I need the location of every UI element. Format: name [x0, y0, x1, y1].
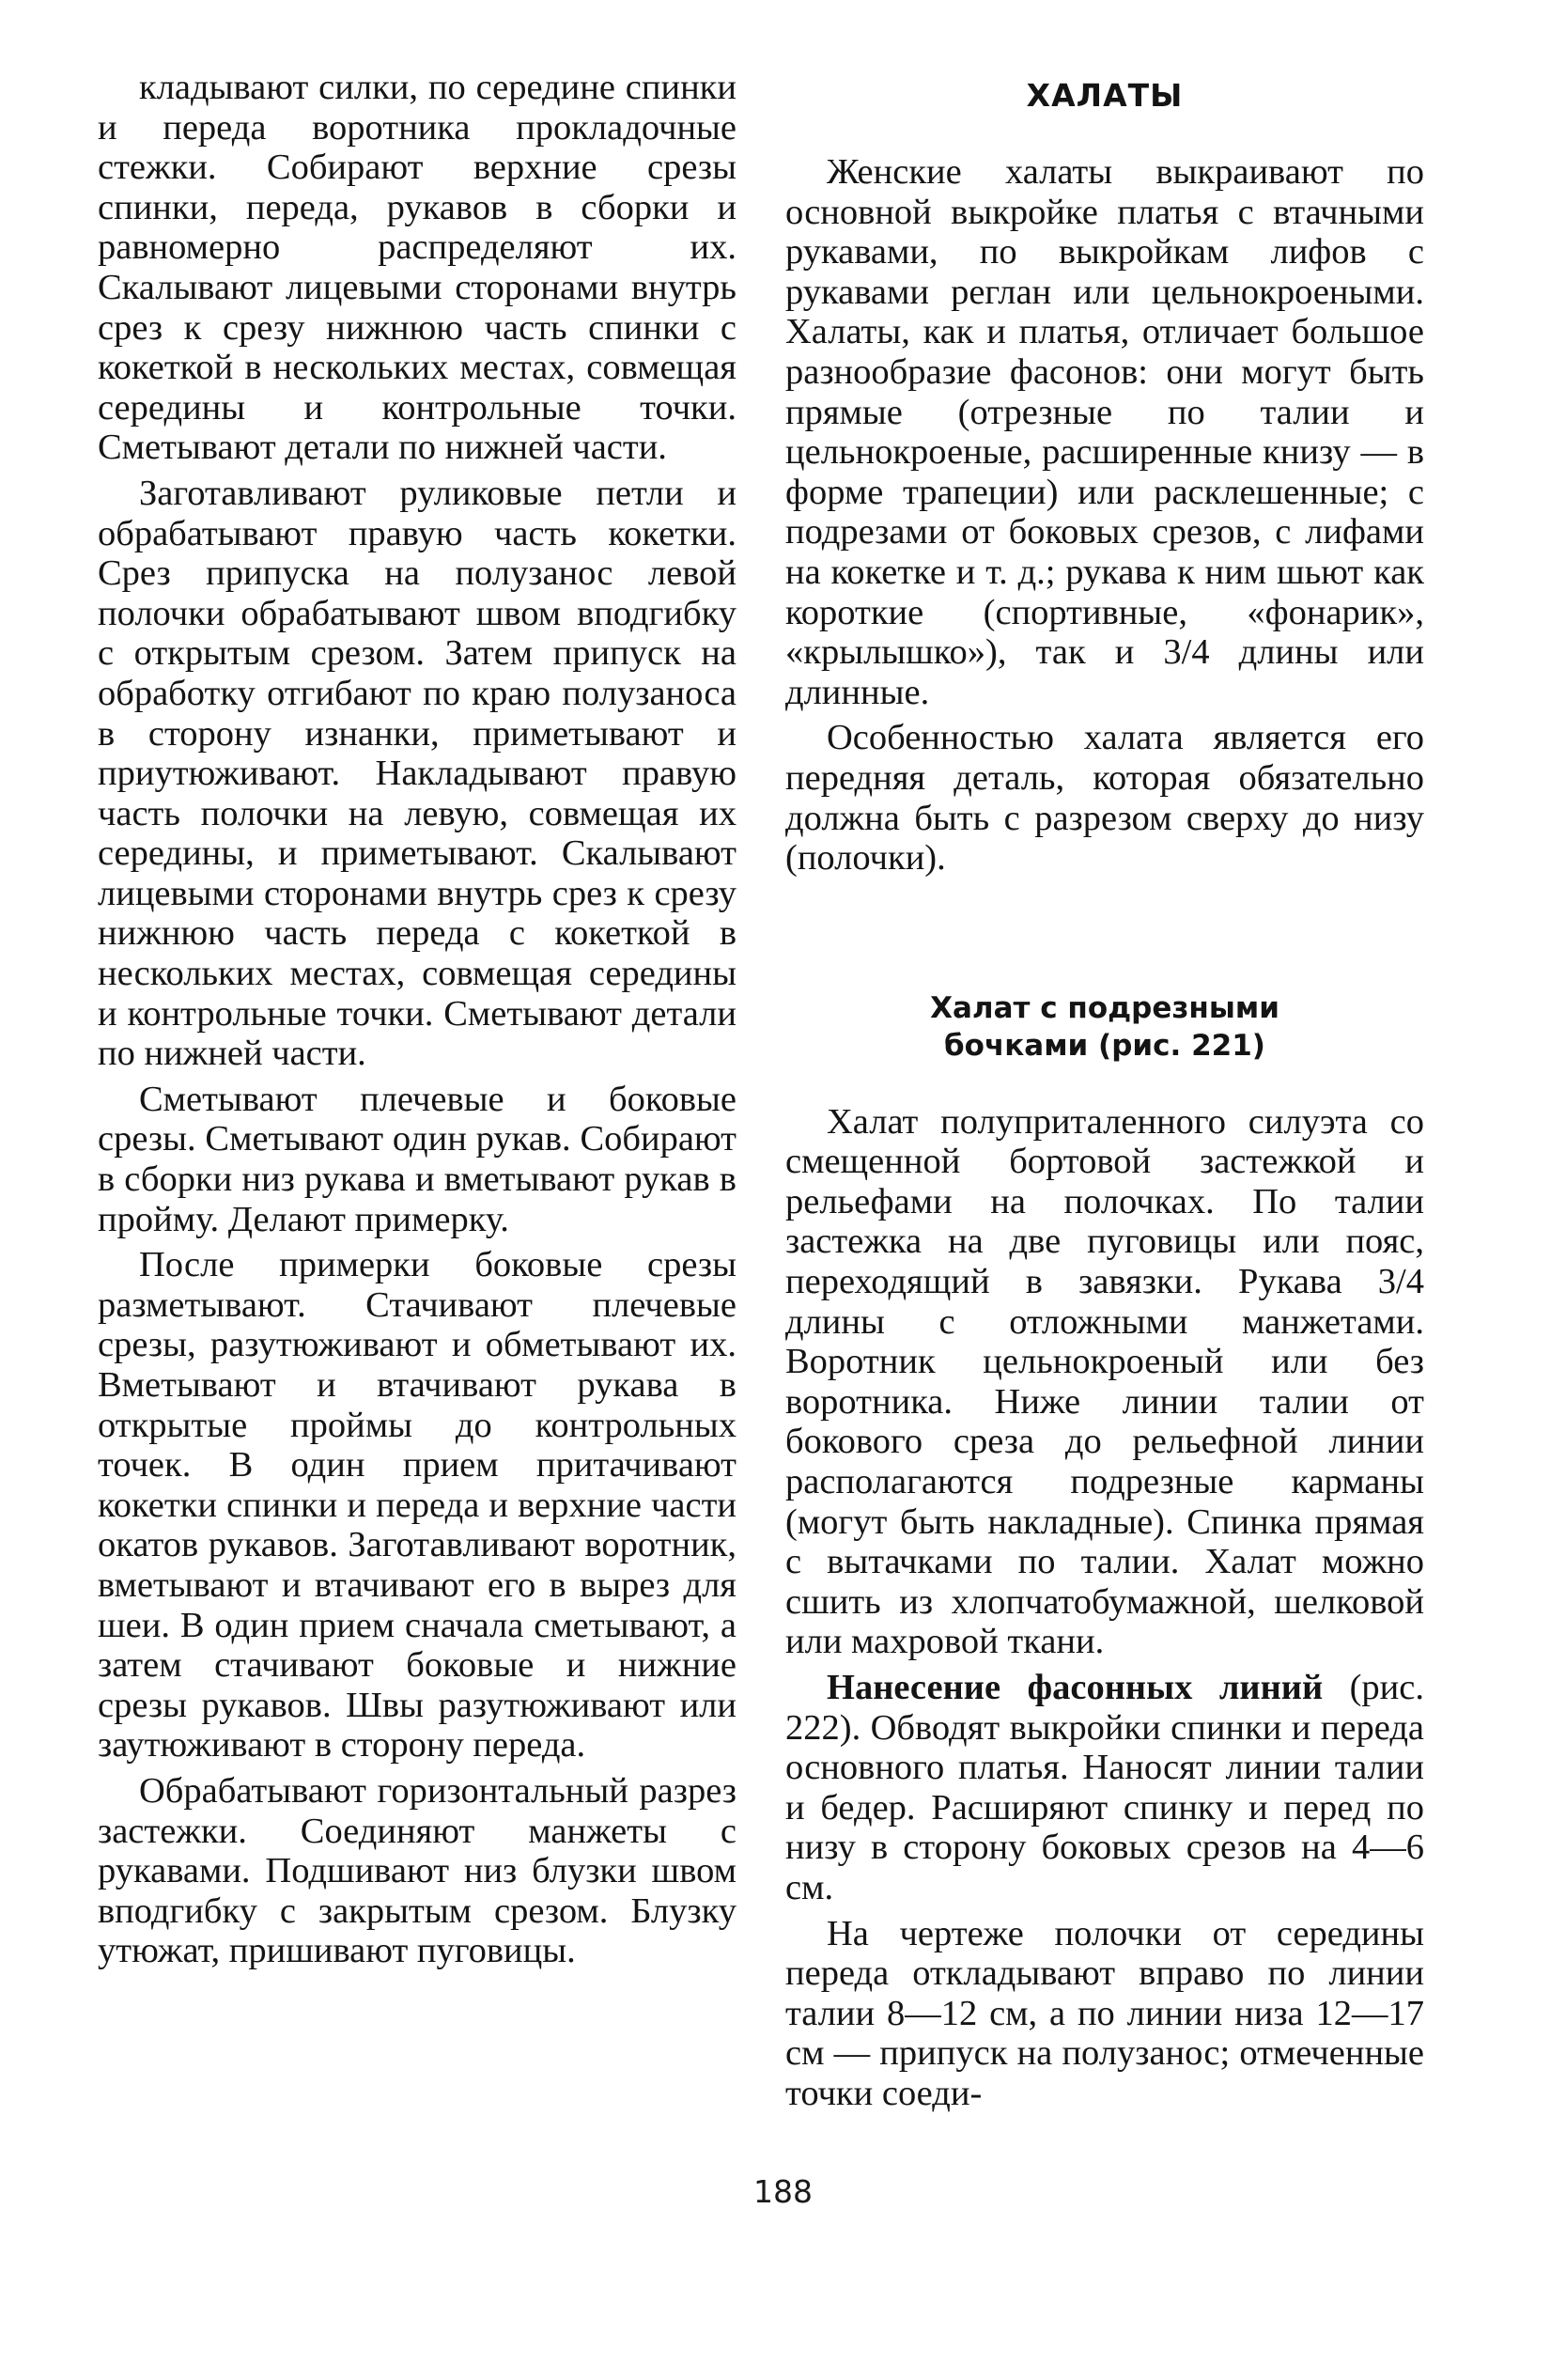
- paragraph: Сметывают плечевые и боковые срезы. Сметывают один рукав. Собирают в сборки низ рукава и вметывают рукав в пройму. Делают примерку.: [98, 1079, 736, 1239]
- section-title: ХАЛАТЫ: [1026, 77, 1184, 114]
- paragraph: Заготавливают руликовые петли и обрабатывают правую часть кокетки. Срез припуска на полузанос левой полочки обрабатывают швом вподгибку с открытым срезом. Затем припуск на обработку отгибают по краю полузаноса в сторону изнанки, приметывают и приутюживают. Накладывают правую часть полочки на левую, совмещая их середины, и приметывают. Скалывают лицевыми сторонами внутрь срез к срезу нижнюю часть переда с кокеткой в нескольких местах, совмещая середины и контрольные точки. Сметывают детали по нижней части.: [98, 473, 736, 1074]
- subsection-title-line: Халат с подрезными: [930, 990, 1279, 1025]
- page-number: 188: [753, 2173, 813, 2210]
- paragraph: На чертеже полочки от середины переда откладывают вправо по линии талии 8—12 см, а по линии низа 12—17 см — припуск на полузанос; отмеченные точки соеди-: [785, 1913, 1424, 2113]
- paragraph: [785, 1668, 1424, 1908]
- paragraph: Обрабатывают горизонтальный разрез застежки. Соединяют манжеты с рукавами. Подшивают низ блузки швом вподгибку с закрытым срезом. Блузку утюжат, пришивают пуговицы.: [98, 1770, 736, 1971]
- paragraph: кладывают силки, по середине спинки и переда воротника прокладочные стежки. Собирают верхние срезы спинки, переда, рукавов в сборки и равномерно распределяют их. Скалывают лицевыми сторонами внутрь срез к срезу нижнюю часть спинки с кокеткой в нескольких местах, совмещая середины и контрольные точки. Сметывают детали по нижней части.: [98, 68, 736, 468]
- subsection-title: [785, 989, 1424, 1065]
- subsection-title-line: бочками (рис. 221): [944, 1028, 1265, 1063]
- paragraph: После примерки боковые срезы разметывают. Стачивают плечевые срезы, разутюживают и обметывают их. Вметывают и втачивают рукава в открытые проймы до контрольных точек. В один прием притачивают кокетки спинки и переда и верхние части окатов рукавов. Заготавливают воротник, вметывают и втачивают его в вырез для шеи. В один прием сначала сметывают, а затем стачивают боковые и нижние срезы рукавов. Швы разутюживают или заутюживают в сторону переда.: [98, 1245, 736, 1766]
- paragraph: Женские халаты выкраивают по основной выкройке платья с втачными рукавами, по выкройкам лифов с рукавами реглан или цельнокроеными. Халаты, как и платья, отличает большое разнообразие фасонов: они могут быть прямые (отрезные по талии и цельнокроеные, расширенные книзу — в форме трапеции) или расклешенные; с подрезами от боковых срезов, с лифами на кокетке и т. д.; рукава к ним шьют как короткие (спортивные, «фонарик», «крылышко»), так и 3/4 длины или длинные.: [785, 152, 1424, 712]
- paragraph: Особенностью халата является его передняя деталь, которая обязательно должна быть с разрезом сверху до низу (полочки).: [785, 718, 1424, 879]
- runin-label: Нанесение фасонных линий: [827, 1668, 1324, 1707]
- paragraph: Халат полуприталенного силуэта со смещенной бортовой застежкой и рельефами на полочках. По талии застежка на две пуговицы или пояс, переходящий в завязки. Рукава 3/4 длины с отложными манжетами. Воротник цельнокроеный или без воротника. Ниже линии талии от бокового среза до рельефной линии располагаются подрезные карманы (могут быть накладные). Спинка прямая с вытачками по талии. Халат можно сшить из хлопчатобумажной, шелковой или махровой ткани.: [785, 1101, 1424, 1662]
- runin-text: (рис. 222). Обводят выкройки спинки и переда основного платья. Наносят линии талии и бедер. Расширяют спинку и перед по низу в сторону боковых срезов на 4—6 см.: [785, 1668, 1424, 1907]
- right-column: [785, 68, 1424, 2114]
- left-column: [98, 68, 736, 1971]
